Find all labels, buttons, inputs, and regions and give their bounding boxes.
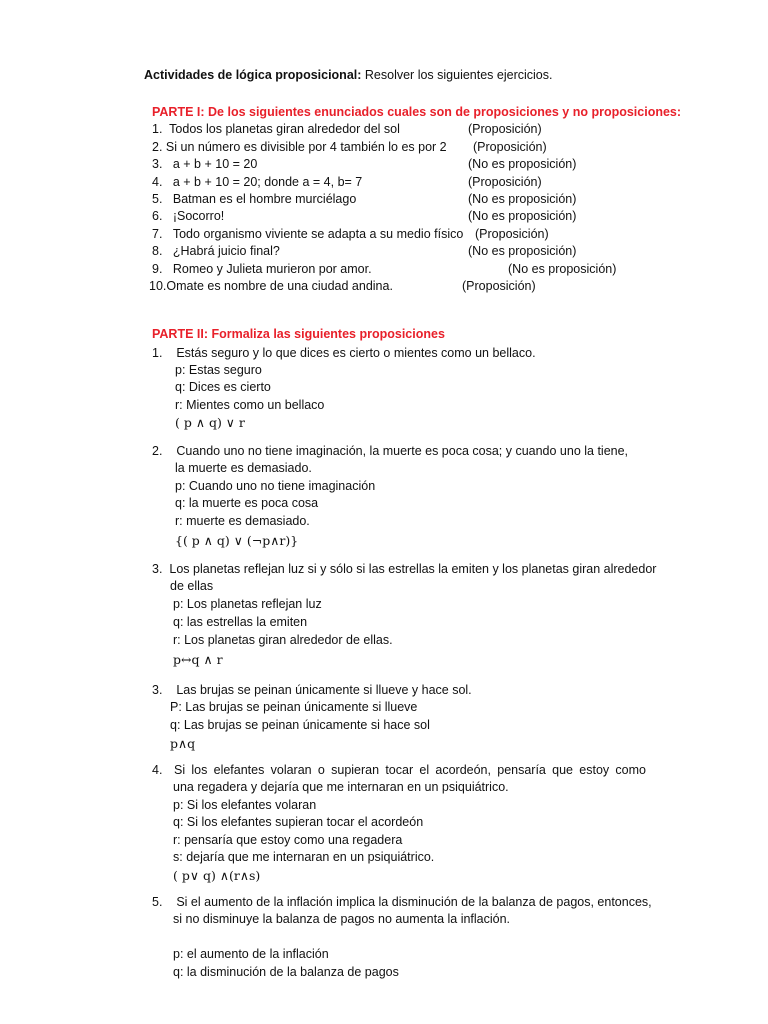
item-text: Si un número es divisible por 4 también lo es por 2	[165, 140, 447, 154]
item-number: 1.	[152, 122, 163, 136]
variable-q: q: las estrellas la emiten	[173, 615, 308, 629]
item-classification: (No es proposición)	[468, 244, 577, 258]
statement-text: Los planetas reflejan luz si y sólo si las estrellas la emiten y los planetas giran alrededor	[169, 562, 657, 576]
exercise-statement	[152, 682, 472, 700]
list-item	[152, 191, 356, 209]
exercise-statement	[152, 345, 536, 363]
variable-s: s: dejaría que me internaran en un psiquiátrico.	[173, 850, 435, 864]
item-number: 9.	[152, 262, 163, 276]
item-classification: (Proposición)	[462, 279, 536, 293]
list-item	[152, 156, 257, 174]
item-classification: (Proposición)	[473, 140, 547, 154]
exercise-statement	[152, 894, 652, 912]
list-item	[152, 243, 280, 261]
item-number: 8.	[152, 244, 163, 258]
item-classification: (No es proposición)	[468, 157, 577, 171]
statement-continuation: una regadera y dejaría que me internaran en un psiquiátrico.	[173, 780, 509, 794]
item-classification: (No es proposición)	[508, 262, 617, 276]
item-classification: (Proposición)	[468, 175, 542, 189]
item-text: Todo organismo viviente se adapta a su medio físico	[172, 227, 464, 241]
variable-r: r: muerte es demasiado.	[175, 514, 310, 528]
item-number: 4.	[152, 175, 163, 189]
statement-text: Si el aumento de la inflación implica la disminución de la balanza de pagos, entonces,	[176, 895, 652, 909]
item-number: 5.	[152, 192, 163, 206]
item-text: ¿Habrá juicio final?	[172, 244, 280, 258]
exercise-number: 2.	[152, 444, 163, 458]
list-item	[152, 226, 463, 244]
variable-q: q: Las brujas se peinan únicamente si hace sol	[170, 718, 430, 732]
item-text: Omate es nombre de una ciudad andina.	[166, 279, 393, 293]
variable-q: q: la disminución de la balanza de pagos	[173, 965, 399, 979]
variable-q: q: la muerte es poca cosa	[175, 496, 319, 510]
variable-p: p: Si los elefantes volaran	[173, 798, 317, 812]
item-text: Batman es el hombre murciélago	[172, 192, 357, 206]
statement-continuation: si no disminuye la balanza de pagos no aumenta la inflación.	[173, 912, 511, 926]
list-item	[152, 174, 362, 192]
item-text: Todos los planetas giran alrededor del sol	[169, 122, 400, 136]
exercise-number: 3.	[152, 562, 163, 576]
item-text: a + b + 10 = 20; donde a = 4, b= 7	[172, 175, 363, 189]
statement-text: Las brujas se peinan únicamente si llueve y hace sol.	[176, 683, 472, 697]
variable-q: q: Dices es cierto	[175, 380, 271, 394]
exercise-statement	[152, 561, 656, 579]
variable-p: p: Cuando uno no tiene imaginación	[175, 479, 376, 493]
item-number: 6.	[152, 209, 163, 223]
variable-q: q: Si los elefantes supieran tocar el acordeón	[173, 815, 424, 829]
formula: ( p ∧ q) ∨ r	[175, 415, 245, 430]
exercise-statement	[152, 762, 646, 780]
exercise-number: 1.	[152, 346, 163, 360]
list-item	[152, 139, 447, 157]
part2-heading: PARTE II: Formaliza las siguientes proposiciones	[152, 327, 445, 341]
document-title	[144, 67, 552, 85]
item-text: ¡Socorro!	[172, 209, 225, 223]
statement-continuation: de ellas	[170, 579, 214, 593]
item-text: Romeo y Julieta murieron por amor.	[172, 262, 372, 276]
exercise-statement	[152, 443, 628, 461]
formula: {( p ∧ q) ∨ (¬p∧r)}	[175, 533, 299, 548]
list-item	[152, 261, 372, 279]
statement-text: Cuando uno no tiene imaginación, la muerte es poca cosa; y cuando uno la tiene,	[176, 444, 629, 458]
formula: p↔q ∧ r	[173, 652, 223, 667]
variable-p: P: Las brujas se peinan únicamente si llueve	[170, 700, 418, 714]
exercise-number: 4.	[152, 763, 163, 777]
variable-r: r: pensaría que estoy como una regadera	[173, 833, 403, 847]
variable-p: p: el aumento de la inflación	[173, 947, 329, 961]
exercise-number: 3.	[152, 683, 163, 697]
exercise-number: 5.	[152, 895, 163, 909]
list-item	[152, 208, 224, 226]
part1-heading: PARTE I: De los siguientes enunciados cuales son de proposiciones y no proposiciones:	[152, 105, 682, 119]
formula: p∧q	[170, 736, 196, 751]
formula: ( p∨ q) ∧(r∧s)	[173, 868, 261, 883]
statement-text: Si los elefantes volaran o supieran tocar el acordeón, pensaría que estoy como	[174, 763, 646, 777]
item-text: a + b + 10 = 20	[172, 157, 258, 171]
item-number: 7.	[152, 227, 163, 241]
variable-p: p: Los planetas reflejan luz	[173, 597, 322, 611]
list-item	[149, 278, 393, 296]
list-item	[152, 121, 400, 139]
variable-p: p: Estas seguro	[175, 363, 262, 377]
title-bold: Actividades de lógica proposicional:	[144, 68, 362, 82]
statement-text: Estás seguro y lo que dices es cierto o mientes como un bellaco.	[176, 346, 536, 360]
item-number: 3.	[152, 157, 163, 171]
item-number: 2.	[152, 140, 163, 154]
item-classification: (Proposición)	[468, 122, 542, 136]
item-classification: (No es proposición)	[468, 209, 577, 223]
variable-r: r: Mientes como un bellaco	[175, 398, 325, 412]
item-number: 10.	[149, 279, 167, 293]
title-rest: Resolver los siguientes ejercicios.	[361, 68, 553, 82]
item-classification: (No es proposición)	[468, 192, 577, 206]
statement-continuation: la muerte es demasiado.	[175, 461, 312, 475]
variable-r: r: Los planetas giran alrededor de ellas.	[173, 633, 393, 647]
item-classification: (Proposición)	[475, 227, 549, 241]
